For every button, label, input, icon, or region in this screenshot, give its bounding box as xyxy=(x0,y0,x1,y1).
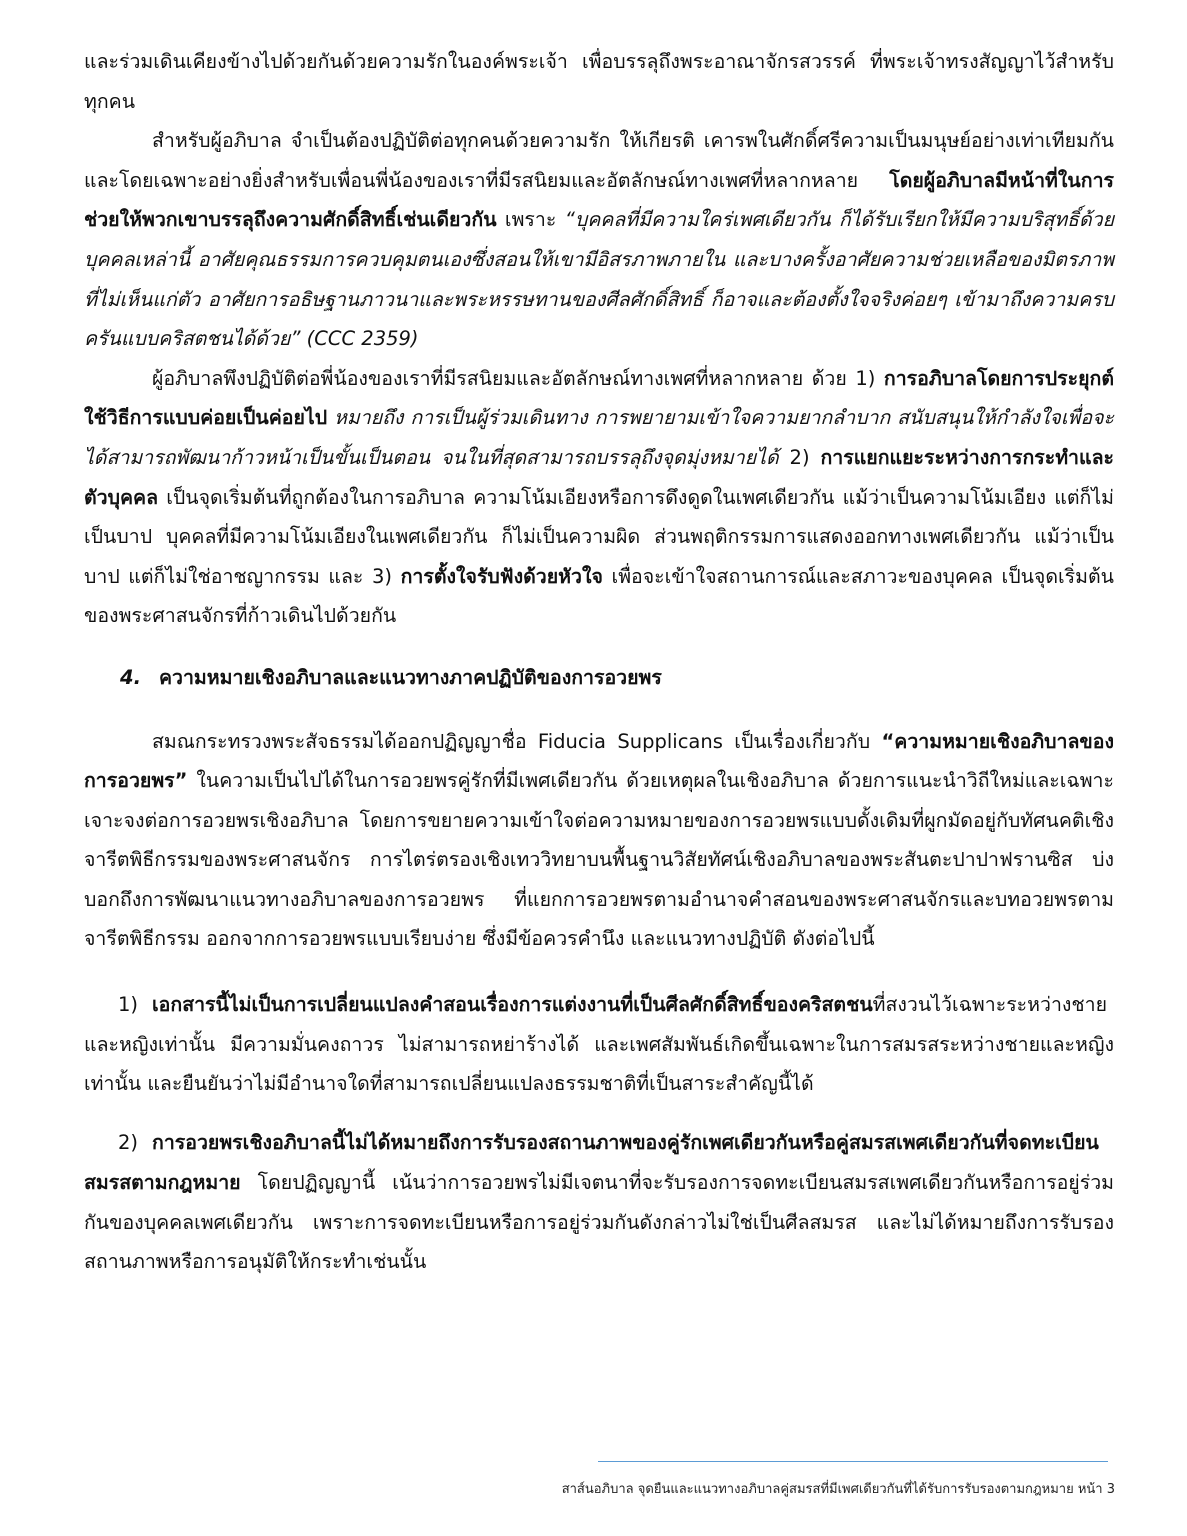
bold-run: การอวยพรเชิงอภิบาลนี้ไม่ได้หมายถึงการรับรองสถานภาพของคู่รักเพศเดียวกันหรือคู่สมรสเพศเดียวกันที่จดทะเบียนสมรสตามกฎหมาย xyxy=(84,1131,1099,1194)
text-run: โดยปฏิญญานี้ เน้นว่าการอวยพรไม่มีเจตนาที่จะรับรองการจดทะเบียนสมรสเพศเดียวกันหรือการอยู่ร่วมกันของบุคคลเพศเดียวกัน เพราะการจดทะเบียนหรือการอยู่ร่วมกันดังกล่าวไม่ใช่เป็นศีลสมรส และไม่ได้หมายถึงการรับรองสถานภาพหรือการอนุมัติให้กระทำเช่นนั้น xyxy=(84,1170,1114,1274)
paragraph-pastoral-approach xyxy=(84,359,1114,636)
bold-run: การแยกแยะระหว่างการกระทำและตัวบุคคล xyxy=(84,445,1114,509)
page-footer: สาส์นอภิบาล จุดยืนและแนวทางอภิบาลคู่สมรสที่มีเพศเดียวกันที่ได้รับการรับรองตามกฎหมาย หน้า 3 xyxy=(561,1482,1115,1497)
text-run: สมณกระทรวงพระสัจธรรมได้ออกปฏิญญาชื่อ Fiducia Supplicans เป็นเรื่องเกี่ยวกับ xyxy=(152,729,882,753)
text-run: ผู้อภิบาลพึงปฏิบัติต่อพี่น้องของเราที่มีรสนิยมและอัตลักษณ์ทางเพศที่หลากหลาย ด้วย 1) xyxy=(152,366,884,390)
italic-run: หมายถึง การเป็นผู้ร่วมเดินทาง การพยายามเข้าใจความยากลำบาก สนับสนุนให้กำลังใจเพื่อจะได้สามารถพัฒนาก้าวหน้าเป็นขั้นเป็นตอน จนในที่สุดสามารถบรรลุถึงจุดมุ่งหมายได้ xyxy=(84,406,1114,469)
paragraph-fiducia-supplicans xyxy=(84,722,1114,960)
text-run: เพราะ xyxy=(496,208,565,232)
footer-divider xyxy=(598,1461,1108,1462)
text-run: สำหรับผู้อภิบาล จำเป็นต้องปฏิบัติต่อทุกคนด้วยความรัก ให้เกียรติ เคารพในศักดิ์ศรีความเป็นมนุษย์อย่างเท่าเทียมกัน และโดยเฉพาะอย่างยิ่งสำหรับเพื่อนพี่น้องของเราที่มีรสนิยมและอัตลักษณ์ทางเพศที่หลากหลาย xyxy=(84,129,1114,192)
bold-run: การอภิบาลโดยการประยุกต์ใช้วิธีการแบบค่อยเป็นค่อยไป xyxy=(84,366,1114,430)
quote-ccc-2359: “บุคคลที่มีความใคร่เพศเดียวกัน ก็ได้รับเรียกให้มีความบริสุทธิ์ด้วย บุคคลเหล่านี้ อาศัยคุณธรรมการควบคุมตนเองซึ่งสอนให้เขามีอิสรภาพภายใน และบางครั้งอาศัยความช่วยเหลือของมิตรภาพที่ไม่เห็นแก่ตัว อาศัยการอธิษฐานภาวนาและพระหรรษทานของศีลศักดิ์สิทธิ์ ก็อาจและต้องตั้งใจจริงค่อยๆ เข้ามาถึงความครบครันแบบคริสตชนได้ด้วย” (CCC 2359) xyxy=(84,208,1114,351)
text-run: ในความเป็นไปได้ในการอวยพรคู่รักที่มีเพศเดียวกัน ด้วยเหตุผลในเชิงอภิบาล ด้วยการแนะนำวิถีใหม่และเฉพาะเจาะจงต่อการอวยพรเชิงอภิบาล โดยการขยายความเข้าใจต่อความหมายของการอวยพรแบบดั้งเดิมที่ผูกมัดอยู่กับทัศนคติเชิงจารีตพิธีกรรมของพระศาสนจักร การไตร่ตรองเชิงเทววิทยาบนพื้นฐานวิสัยทัศน์เชิงอภิบาลของพระสันตะปาปาฟรานซิส บ่งบอกถึงการพัฒนาแนวทางอภิบาลของการอวยพร ที่แยกการอวยพรตามอำนาจคำสอนของพระศาสนจักรและบทอวยพรตามจารีตพิธีกรรม ออกจากการอวยพรแบบเรียบง่าย ซึ่งมีข้อควรคำนึง และแนวทางปฏิบัติ ดังต่อไปนี้ xyxy=(84,769,1114,951)
list-item-number: 1) xyxy=(118,993,139,1017)
text-run: เป็นจุดเริ่มต้นที่ถูกต้องในการอภิบาล ความโน้มเอียงหรือการดึงดูดในเพศเดียวกัน แม้ว่าเป็นความโน้มเอียง แต่ก็ไม่เป็นบาป บุคคลที่มีความโน้มเอียงในเพศเดียวกัน ก็ไม่เป็นความผิด ส่วนพฤติกรรมการแสดงออกทางเพศเดียวกัน แม้ว่าเป็นบาป แต่ก็ไม่ใช่อาชญากรรม และ 3) xyxy=(84,485,1114,588)
bold-run: “ความหมายเชิงอภิบาลของการอวยพร” xyxy=(84,729,1114,793)
list-item-number: 2) xyxy=(118,1131,139,1155)
page-body xyxy=(84,42,1114,1301)
section-number: 4. xyxy=(120,665,141,689)
text-run: ที่สงวนไว้เฉพาะระหว่างชายและหญิงเท่านั้น มีความมั่นคงถาวร ไม่สามารถหย่าร้างได้ และเพศสัมพันธ์เกิดขึ้นเฉพาะในการสมรสระหว่างชายและหญิงเท่านั้น และยืนยันว่าไม่มีอำนาจใดที่สามารถเปลี่ยนแปลงธรรมชาติที่เป็นสาระสำคัญนี้ได้ xyxy=(84,993,1114,1096)
section-title: ความหมายเชิงอภิบาลและแนวทางภาคปฏิบัติของการอวยพร xyxy=(158,665,662,689)
paragraph-pastor-duty xyxy=(84,121,1114,359)
text-run: เพื่อจะเข้าใจสถานการณ์และสภาวะของบุคคล เป็นจุดเริ่มต้นของพระศาสนจักรที่ก้าวเดินไปด้วยกัน xyxy=(84,564,1114,628)
text-run: 2) xyxy=(778,445,821,469)
bold-run: เอกสารนี้ไม่เป็นการเปลี่ยนแปลงคำสอนเรื่องการแต่งงานที่เป็นศีลศักดิ์สิทธิ์ของคริสตชน xyxy=(152,993,873,1017)
list-item xyxy=(84,1123,1114,1281)
section-heading xyxy=(84,658,1114,698)
paragraph-continuation: และร่วมเดินเคียงข้างไปด้วยกันด้วยความรักในองค์พระเจ้า เพื่อบรรลุถึงพระอาณาจักรสวรรค์ ที่พระเจ้าทรงสัญญาไว้สำหรับทุกคน xyxy=(84,50,1114,113)
bold-run: โดยผู้อภิบาลมีหน้าที่ในการช่วยให้พวกเขาบรรลุถึงความศักดิ์สิทธิ์เช่นเดียวกัน xyxy=(84,168,1114,232)
bold-run: การตั้งใจรับฟังด้วยหัวใจ xyxy=(400,564,603,588)
list-item xyxy=(84,985,1114,1104)
